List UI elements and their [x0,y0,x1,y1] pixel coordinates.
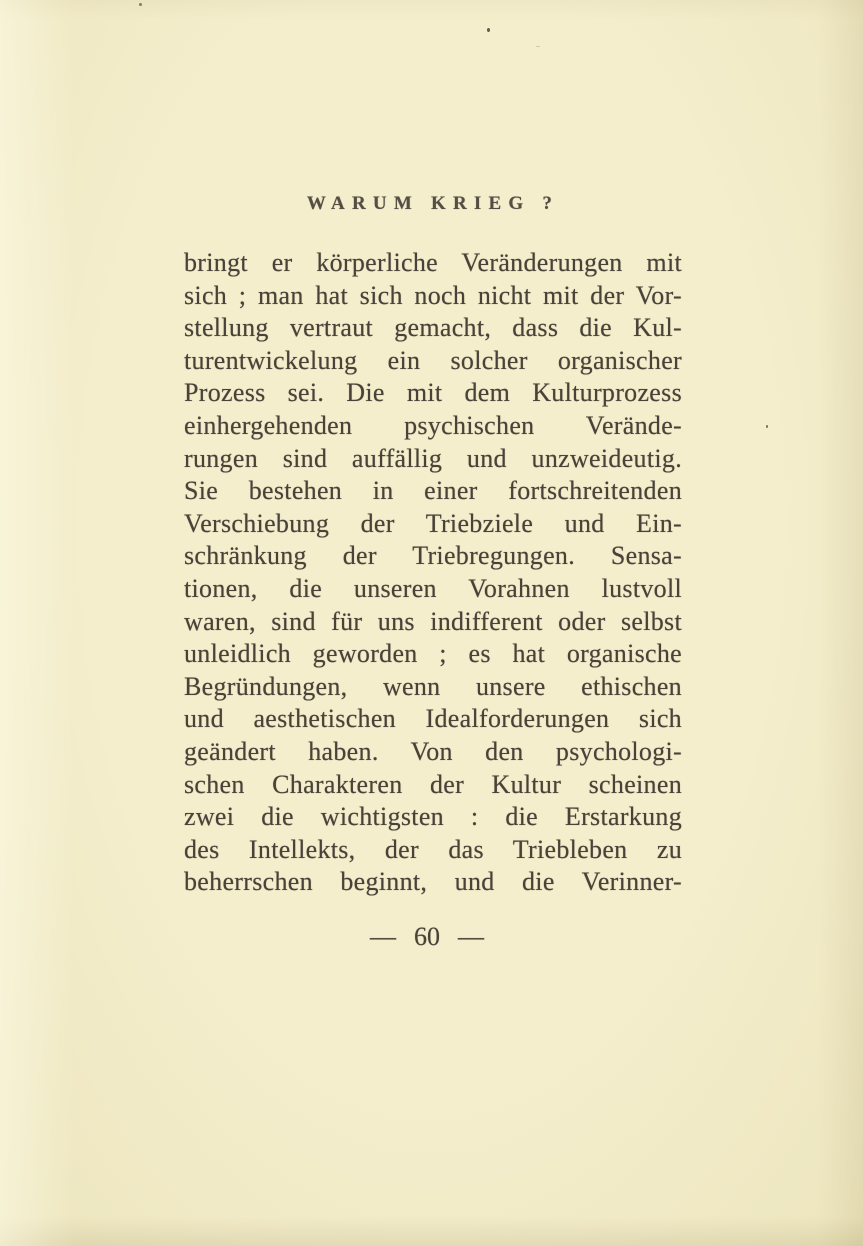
scan-speck [139,3,142,6]
text-line: Sie bestehen in einer fortschreitenden [184,476,682,506]
text-line: zwei die wichtigsten : die Erstarkung [184,802,682,832]
text-line: Verschiebung der Triebziele und Ein- [184,508,682,538]
page-number-right-dash: — [458,922,484,951]
text-line: schen Charakteren der Kultur scheinen [184,769,682,799]
text-line: sich ; man hat sich noch nicht mit der Vor- [184,280,682,310]
text-line: unleidlich geworden ; es hat organische [184,639,682,669]
page-number-line [184,922,670,952]
scan-speck [487,28,490,32]
scan-speck [766,425,768,428]
text-line: stellung vertraut gemacht, dass die Kul- [184,313,682,343]
text-line: geändert haben. Von den psychologi- [184,736,682,766]
text-line: tionen, die unseren Vorahnen lustvoll [184,573,682,603]
scan-speck [536,46,540,47]
text-line: bringt er körperliche Veränderungen mit [184,248,682,277]
body-text-block [184,247,682,899]
text-line: waren, sind für uns indifferent oder selbst [184,606,682,636]
text-line: rungen sind auffällig und unzweideutig. [184,443,682,473]
text-line: Begründungen, wenn unsere ethischen [184,671,682,701]
running-header: WARUM KRIEG ? [306,193,560,214]
text-line: turentwickelung ein solcher organischer [184,345,682,375]
text-line: Prozess sei. Die mit dem Kulturprozess [184,378,682,408]
page-number-left-dash: — [370,922,396,951]
page-number-value: 60 [414,922,440,951]
text-line: schränkung der Triebregungen. Sensa- [184,541,682,571]
text-line: einhergehenden psychischen Verände- [184,410,682,440]
text-line: beherrschen beginnt, und die Verinner- [184,867,682,897]
text-line: und aesthetischen Idealforderungen sich [184,704,682,734]
text-line: des Intellekts, der das Triebleben zu [184,834,682,864]
